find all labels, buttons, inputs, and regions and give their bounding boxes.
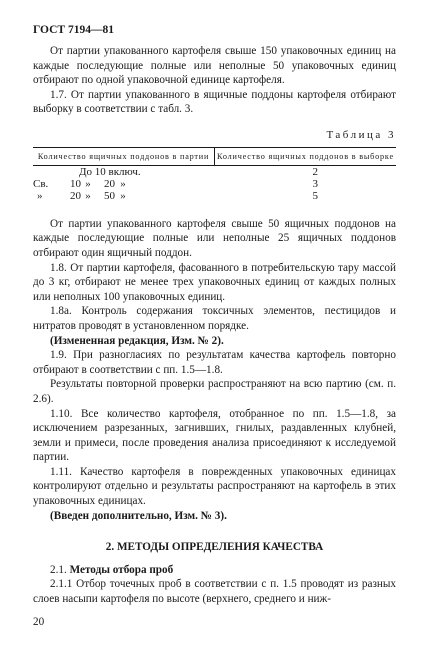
paragraph: Результаты повторной проверки распространяют на всю партию (см. п. 2.6). [33,378,396,405]
table-3 [33,147,396,203]
paragraph: 1.8а. Контроль содержания токсичных элементов, пестицидов и нитратов проводят в установленном порядке. [33,305,396,332]
subsection-number: 2.1. [50,563,67,576]
table-cell-count: 3 [312,177,318,190]
subsection-heading [33,563,396,578]
table-cell-count: 2 [312,165,318,178]
table-cell-count: 5 [312,190,318,203]
table-cell-range: » 20 » 50 » [37,190,126,203]
paragraph: От партии упакованного картофеля свыше 50 ящичных поддонов на каждые последующие полные или неполные 25 ящичных поддонов отбирают один ящичный поддон. [33,217,396,259]
paragraph: От партии упакованного картофеля свыше 150 упаковочных единиц на каждые последующие полные или неполные 50 упаковочных единиц отбирают по одной упаковочной единице картофеля. [33,45,396,87]
subsection-title: Методы отбора проб [69,563,174,576]
table-cell-range: До 10 включ. [79,165,141,178]
section-heading: 2. МЕТОДЫ ОПРЕДЕЛЕНИЯ КАЧЕСТВА [105,541,324,554]
table-row [33,190,396,202]
paragraph: 1.9. При разногласиях по результатам качества картофель повторно отбирают в соответствии с пп. 1.5—1.8. [33,349,396,376]
paragraph: 1.11. Качество картофеля в поврежденных упаковочных единицах контролируют отдельно и результаты распространяют на картофель в этих упаковочных единицах. [33,465,396,508]
paragraph: 1.10. Все количество картофеля, отобранное по пп. 1.5—1.8, за исключением разрезанных, загнивших, гнилых, раздавленных клубней, земли и примеси, после проведения анализа присоединяют к исследуемой партии. [33,407,396,464]
paragraph: 2.1.1 Отбор точечных проб в соответствии с п. 1.5 проводят из разных слоев насыпи картофеля по высоте (верхнего, среднего и ниж- [33,578,396,606]
table-row [33,165,396,178]
table-header-sample: Количество ящичных поддонов в выборке [215,147,397,165]
paragraph: 1.7. От партии упакованного в ящичные поддоны картофеля отбирают выборку в соответствии с табл. 3. [33,88,396,116]
amendment-note: (Измененная редакция, Изм. № 2). [50,334,224,347]
page-number: 20 [33,616,45,628]
paragraph: 1.8. От партии картофеля, фасованного в потребительскую тару массой до 3 кг, отбирают не менее трех упаковочных единиц от каждых полных или неполных 100 упаковочных единиц. [33,261,396,303]
document-body [33,44,396,607]
table-caption: Таблица 3 [326,128,396,141]
table-cell-range: Св. 10 » 20 » [33,177,126,190]
amendment-note: (Введен дополнительно, Изм. № 3). [50,509,227,522]
table-header-lot: Количество ящичных поддонов в партии [33,147,215,165]
standard-header: ГОСТ 7194—81 [33,24,114,36]
table-row [33,178,396,190]
